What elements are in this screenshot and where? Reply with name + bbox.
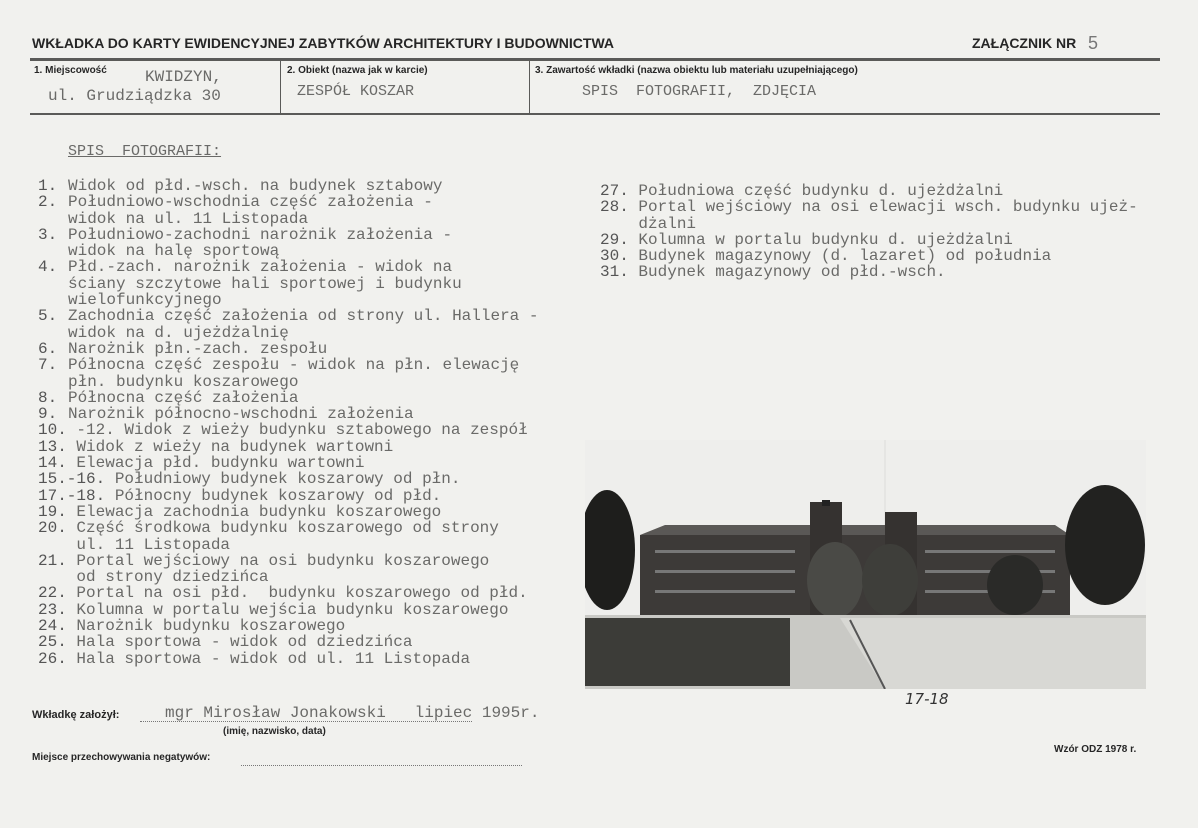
item-text: płn. budynku koszarowego (68, 372, 299, 391)
list-item (38, 259, 538, 308)
field-divider (280, 61, 281, 114)
item-number: 29. (600, 230, 639, 249)
list-item (38, 178, 538, 194)
list-item (38, 406, 538, 422)
item-number: 6. (38, 339, 67, 358)
item-number: 4. (38, 258, 67, 277)
item-text: od strony dziedzińca (76, 568, 269, 587)
item-number: 17.-18. (38, 486, 115, 505)
item-text: Północny budynek koszarowy od płd. (114, 486, 442, 505)
list-item (600, 248, 1138, 264)
item-text: Budynek magazynowy od płd.-wsch. (638, 263, 946, 282)
object-label: 2. Obiekt (nazwa jak w karcie) (287, 65, 428, 76)
item-text: -12. Widok z wieży budynku sztabowego na zespół (76, 421, 528, 440)
annex-label: ZAŁĄCZNIK NR (972, 35, 1077, 51)
item-number: 7. (38, 356, 67, 375)
item-number: 5. (38, 307, 67, 326)
item-text: Północna część zespołu - widok na płn. elewację (68, 356, 520, 375)
item-text: Narożnik płn.-zach. zespołu (68, 339, 328, 358)
item-number: 22. (38, 584, 77, 603)
author-value: mgr Mirosław Jonakowski lipiec 1995r. (165, 704, 540, 722)
item-text: Płd.-zach. narożnik założenia - widok na (68, 258, 453, 277)
item-text: widok na halę sportową (68, 242, 280, 261)
item-text: Widok od płd.-wsch. na budynek sztabowy (68, 177, 443, 195)
item-number: 13. (38, 437, 77, 456)
list-item (600, 232, 1138, 248)
list-item (38, 357, 538, 390)
item-number: 14. (38, 454, 77, 473)
field-divider (529, 61, 530, 114)
item-text: Hala sportowa - widok od dziedzińca (76, 633, 413, 652)
item-number: 10. (38, 421, 77, 440)
list-item (600, 183, 1138, 199)
item-number: 3. (38, 225, 67, 244)
item-text: Elewacja płd. budynku wartowni (76, 454, 365, 473)
object-value: ZESPÓŁ KOSZAR (297, 83, 415, 100)
list-item (38, 618, 538, 634)
document-title: WKŁADKA DO KARTY EWIDENCYJNEJ ZABYTKÓW ARCHITEKTURY I BUDOWNICTWA (32, 35, 615, 51)
item-number: 31. (600, 263, 639, 282)
negatives-field (241, 765, 522, 766)
item-text: widok na d. ujeżdżalnię (68, 323, 289, 342)
item-text: Elewacja zachodnia budynku koszarowego (76, 502, 442, 521)
item-number: 30. (600, 247, 639, 266)
author-hint: (imię, nazwisko, data) (223, 726, 326, 737)
item-number: 24. (38, 617, 77, 636)
item-number: 19. (38, 502, 77, 521)
item-text: Narożnik budynku koszarowego (76, 617, 346, 636)
top-rule (30, 58, 1160, 61)
item-text: Zachodnia część założenia od strony ul. Hallera - (68, 307, 539, 326)
item-text: Narożnik północno-wschodni założenia (68, 405, 414, 424)
item-text: Portal wejściowy na osi budynku koszarowego (76, 551, 490, 570)
locality-value: KWIDZYN, (145, 68, 222, 86)
item-text: Południowa część budynku d. ujeżdżalni (638, 182, 1004, 200)
fields-bottom-rule (30, 113, 1160, 115)
list-item (38, 504, 538, 520)
list-item (600, 264, 1138, 280)
item-text: Północna część założenia (68, 388, 299, 407)
item-text: Portal na osi płd. budynku koszarowego od płd. (76, 584, 528, 603)
item-number: 25. (38, 633, 77, 652)
item-number: 21. (38, 551, 77, 570)
item-text: Kolumna w portalu budynku d. ujeżdżalni (638, 230, 1013, 249)
list-item (38, 471, 538, 487)
item-number: 9. (38, 405, 67, 424)
form-model: Wzór ODZ 1978 r. (1054, 744, 1137, 755)
item-number: 2. (38, 193, 67, 212)
item-text: widok na ul. 11 Listopada (68, 209, 309, 228)
list-item (38, 194, 538, 227)
street-value: ul. Grudziądzka 30 (48, 87, 221, 105)
list-item (600, 199, 1138, 232)
locality-label: 1. Miejscowość (34, 65, 107, 76)
item-text: Południowo-zachodni narożnik założenia - (68, 225, 453, 244)
list-item (38, 488, 538, 504)
list-item (38, 341, 538, 357)
item-text: Widok z wieży na budynek wartowni (76, 437, 394, 456)
list-title: SPIS FOTOGRAFII: (68, 143, 222, 160)
annex-number: 5 (1088, 33, 1099, 53)
list-item (38, 634, 538, 650)
item-text: Budynek magazynowy (d. lazaret) od południa (638, 247, 1052, 266)
item-number: 28. (600, 198, 639, 217)
item-text: Południowo-wschodnia część założenia - (68, 193, 433, 212)
list-item (38, 602, 538, 618)
list-item (38, 390, 538, 406)
item-text: Południowy budynek koszarowy od płn. (114, 470, 461, 489)
content-value: SPIS FOTOGRAFII, ZDJĘCIA (582, 83, 817, 100)
list-item (38, 455, 538, 471)
item-text: Portal wejściowy na osi elewacji wsch. budynku ujeż- (638, 198, 1138, 217)
item-text: Hala sportowa - widok od ul. 11 Listopada (76, 649, 471, 668)
list-item (38, 439, 538, 455)
item-text: dżalni (638, 214, 697, 233)
item-text: Część środkowa budynku koszarowego od strony (76, 519, 499, 538)
photo-caption: 17-18 (905, 690, 949, 708)
building-photo (585, 440, 1146, 689)
list-item (38, 651, 538, 667)
item-text: ściany szczytowe hali sportowej i budynku (68, 274, 462, 293)
photo-list-left (38, 178, 538, 667)
list-item (38, 422, 538, 438)
item-number: 8. (38, 388, 67, 407)
item-text: wielofunkcyjnego (68, 291, 222, 310)
item-number: 27. (600, 182, 639, 200)
list-item (38, 227, 538, 260)
author-label: Wkładkę założył: (32, 709, 120, 721)
list-item (38, 553, 538, 586)
item-text: Kolumna w portalu wejścia budynku koszarowego (76, 600, 509, 619)
item-number: 15.-16. (38, 470, 115, 489)
item-number: 20. (38, 519, 77, 538)
item-number: 26. (38, 649, 77, 668)
item-number: 1. (38, 177, 67, 195)
list-item (38, 520, 538, 553)
item-text: ul. 11 Listopada (76, 535, 231, 554)
negatives-label: Miejsce przechowywania negatywów: (32, 752, 211, 763)
list-item (38, 585, 538, 601)
item-number: 23. (38, 600, 77, 619)
content-label: 3. Zawartość wkładki (nazwa obiektu lub materiału uzupełniającego) (535, 65, 858, 76)
photo-list-right (600, 183, 1138, 281)
list-item (38, 308, 538, 341)
